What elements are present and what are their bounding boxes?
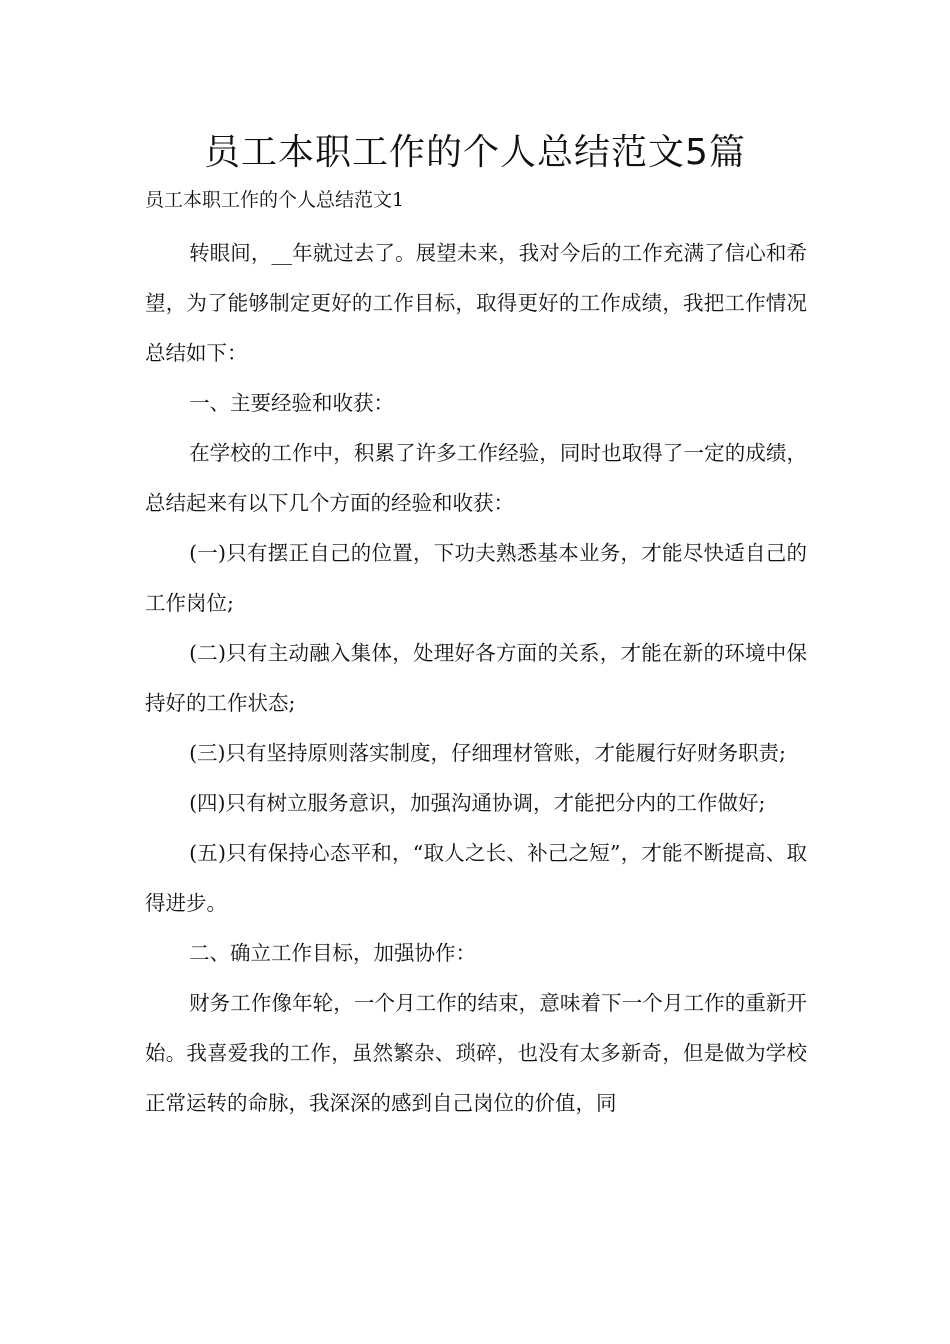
document-title: 员工本职工作的个人总结范文5篇	[204, 132, 746, 173]
list-item-5: (五)只有保持心态平和，“取人之长、补己之短”，才能不断提高、取得进步。	[145, 841, 807, 915]
list-item-3: (三)只有坚持原则落实制度，仔细理材管账，才能履行好财务职责;	[189, 741, 786, 765]
list-item-1: (一)只有摆正自己的位置，下功夫熟悉基本业务，才能尽快适自己的工作岗位;	[145, 541, 807, 615]
document-body	[145, 228, 807, 1128]
heading-experience: 一、主要经验和收获：	[189, 391, 395, 415]
paragraph-goals: 财务工作像年轮，一个月工作的结束，意味着下一个月工作的重新开始。我喜爱我的工作，虽然繁杂、琐碎，也没有太多新奇，但是做为学校正常运转的命脉，我深深的感到自己岗位的价值，同	[145, 991, 807, 1115]
list-item-2: (二)只有主动融入集体，处理好各方面的关系，才能在新的环境中保持好的工作状态;	[145, 641, 807, 715]
heading-goals: 二、确立工作目标，加强协作：	[189, 941, 477, 965]
paragraph-experience: 在学校的工作中，积累了许多工作经验，同时也取得了一定的成绩，总结起来有以下几个方面的经验和收获：	[145, 441, 807, 515]
section-subtitle: 员工本职工作的个人总结范文1	[145, 189, 405, 211]
paragraph-intro: 转眼间，__年就过去了。展望未来，我对今后的工作充满了信心和希望，为了能够制定更好的工作目标，取得更好的工作成绩，我把工作情况总结如下：	[145, 241, 807, 365]
list-item-4: (四)只有树立服务意识，加强沟通协调，才能把分内的工作做好;	[189, 791, 766, 815]
